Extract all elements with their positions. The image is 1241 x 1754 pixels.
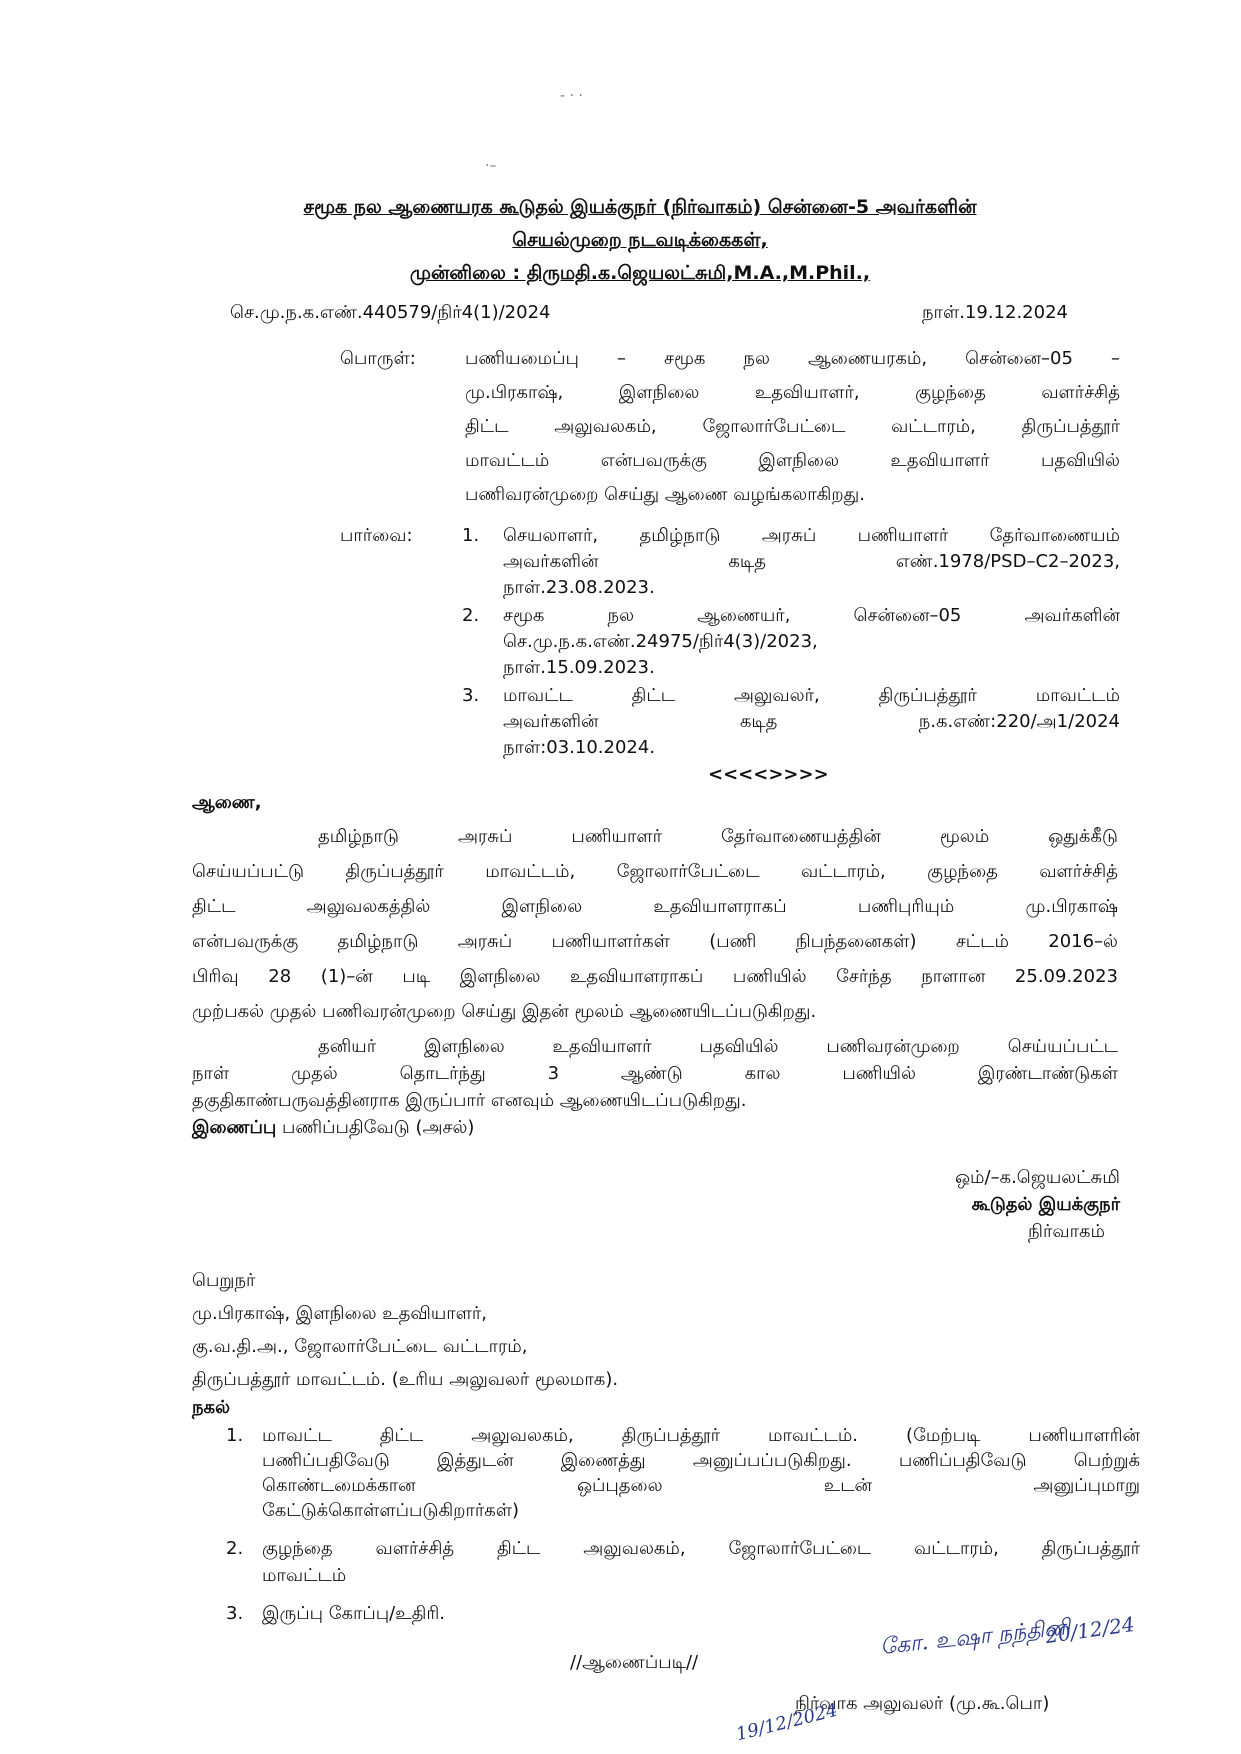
- copy-number-marker: 2.: [226, 1538, 244, 1559]
- copy-number-marker: 3.: [226, 1603, 244, 1624]
- signatory-department: நிர்வாகம்: [1028, 1221, 1105, 1242]
- order-paragraph-line: தனியர் இளநிலை உதவியாளர் பதவியில் பணிவரன்முறை செய்யப்பட்ட: [318, 1036, 1118, 1057]
- scan-mark: ·–: [485, 158, 497, 174]
- order-heading: ஆணை,: [192, 792, 262, 813]
- reference-line: மாவட்ட திட்ட அலுவலர், திருப்பத்தூர் மாவட்டம்: [503, 685, 1120, 706]
- enclosure-text: பணிப்பதிவேடு (அசல்): [281, 1117, 475, 1138]
- handwritten-signature-date: 20/12/24: [1043, 1611, 1137, 1649]
- reference-line: அவர்களின் கடித ந.க.எண்:220/அ1/2024: [503, 711, 1120, 732]
- reference-number-marker: 3.: [462, 685, 480, 706]
- header-office-title: சமூக நல ஆணையரக கூடுதல் இயக்குநர் (நிர்வாகம்) சென்னை-5 அவர்களின்: [303, 196, 977, 218]
- copy-line: மாவட்ட திட்ட அலுவலகம், திருப்பத்தூர் மாவட்டம். (மேற்படி பணியாளரின்: [262, 1425, 1140, 1446]
- subject-line: திட்ட அலுவலகம், ஜோலார்பேட்டை வட்டாரம், திருப்பத்தூர்: [465, 416, 1120, 437]
- copy-line: குழந்தை வளர்ச்சித் திட்ட அலுவலகம், ஜோலார்பேட்டை வட்டாரம், திருப்பத்தூர்: [262, 1538, 1140, 1559]
- subject-line: மாவட்டம் என்பவருக்கு இளநிலை உதவியாளர் பதவியில்: [465, 450, 1120, 471]
- scan-mark: - · ·: [560, 88, 583, 104]
- enclosure-label: இணைப்பு: [192, 1117, 277, 1138]
- subject-label: பொருள்:: [340, 348, 416, 369]
- header-proceedings-title: செயல்முறை நடவடிக்கைகள்,: [512, 229, 768, 251]
- section-separator: <<<<>>>>: [708, 764, 829, 785]
- order-paragraph-line: பிரிவு 28 (1)–ன் படி இளநிலை உதவியாளராகப் பணியில் சேர்ந்த நாளான 25.09.2023: [192, 966, 1118, 987]
- reference-line: அவர்களின் கடித எண்.1978/PSD–C2–2023,: [503, 551, 1120, 572]
- reference-number-marker: 2.: [462, 605, 480, 626]
- subject-line: பணிவரன்முறை செய்து ஆணை வழங்கலாகிறது.: [465, 484, 865, 505]
- reference-line: நாள்.15.09.2023.: [503, 657, 655, 678]
- signatory-name: ஒம்/–க.ஜெயலட்சுமி: [954, 1167, 1120, 1188]
- copy-line: கொண்டமைக்கான ஒப்புதலை உடன் அனுப்புமாறு: [262, 1475, 1140, 1496]
- document-date: நாள்.19.12.2024: [922, 302, 1068, 323]
- copy-line: பணிப்பதிவேடு இத்துடன் இணைத்து அனுப்பப்படுகிறது. பணிப்பதிவேடு பெற்றுக்: [262, 1450, 1140, 1471]
- subject-line: பணியமைப்பு – சமூக நல ஆணையரகம், சென்னை–05 –: [465, 348, 1120, 369]
- order-paragraph-line: செய்யப்பட்டு திருப்பத்தூர் மாவட்டம், ஜோலார்பேட்டை வட்டாரம், குழந்தை வளர்ச்சித்: [192, 861, 1118, 882]
- reference-number-marker: 1.: [462, 525, 480, 546]
- copy-line: இருப்பு கோப்பு/உதிரி.: [262, 1603, 446, 1624]
- enclosure-line: [192, 1117, 474, 1140]
- order-paragraph-line: தமிழ்நாடு அரசுப் பணியாளர் தேர்வாணையத்தின் மூலம் ஒதுக்கீடு: [318, 826, 1118, 847]
- recipient-line: மு.பிரகாஷ், இளநிலை உதவியாளர்,: [192, 1303, 488, 1324]
- copy-line: மாவட்டம்: [262, 1565, 347, 1586]
- copy-line: கேட்டுக்கொள்ளப்படுகிறார்கள்): [262, 1500, 520, 1521]
- handwritten-initials-date: 19/12/2024: [734, 1699, 840, 1746]
- order-paragraph-line: திட்ட அலுவலகத்தில் இளநிலை உதவியாளராகப் பணிபுரியும் மு.பிரகாஷ்: [192, 896, 1118, 917]
- order-paragraph-line: தகுதிகாண்பருவத்தினராக இருப்பார் எனவும் ஆணையிடப்படுகிறது.: [192, 1090, 747, 1111]
- recipient-label: பெறுநர்: [192, 1270, 256, 1291]
- handwritten-signature: கோ. உஷா நந்தினி: [879, 1615, 1072, 1660]
- references-label: பார்வை:: [340, 525, 413, 546]
- copy-label: நகல்: [192, 1397, 231, 1418]
- order-paragraph-line: முற்பகல் முதல் பணிவரன்முறை செய்து இதன் மூலம் ஆணையிடப்படுகிறது.: [192, 1001, 817, 1022]
- reference-line: நாள்:03.10.2024.: [503, 737, 656, 758]
- recipient-line: கு.வ.தி.அ., ஜோலார்பேட்டை வட்டாரம்,: [192, 1336, 528, 1357]
- reference-number: செ.மு.ந.க.எண்.440579/நிர்4(1)/2024: [230, 302, 551, 323]
- reference-line: சமூக நல ஆணையர், சென்னை–05 அவர்களின்: [503, 605, 1120, 626]
- copy-number-marker: 1.: [226, 1425, 244, 1446]
- subject-line: மு.பிரகாஷ், இளநிலை உதவியாளர், குழந்தை வளர்ச்சித்: [465, 382, 1120, 403]
- order-paragraph-line: நாள் முதல் தொடர்ந்து 3 ஆண்டு கால பணியில் இரண்டாண்டுகள்: [192, 1063, 1118, 1084]
- attesting-officer: நிர்வாக அலுவலர் (மு.கூ.பொ): [795, 1693, 1050, 1714]
- header-presiding-officer: முன்னிலை : திருமதி.க.ஜெயலட்சுமி,M.A.,M.Phil.,: [409, 262, 871, 284]
- by-order-text: //ஆணைப்படி//: [570, 1652, 699, 1673]
- recipient-line: திருப்பத்தூர் மாவட்டம். (உரிய அலுவலர் மூலமாக).: [192, 1369, 619, 1390]
- signatory-designation: கூடுதல் இயக்குநர்: [971, 1194, 1120, 1215]
- order-paragraph-line: என்பவருக்கு தமிழ்நாடு அரசுப் பணியாளர்கள் (பணி நிபந்தனைகள்) சட்டம் 2016–ல்: [192, 931, 1118, 952]
- reference-line: செயலாளர், தமிழ்நாடு அரசுப் பணியாளர் தேர்வாணையம்: [503, 525, 1120, 546]
- reference-line: செ.மு.ந.க.எண்.24975/நிர்4(3)/2023,: [503, 631, 818, 652]
- reference-line: நாள்.23.08.2023.: [503, 577, 655, 598]
